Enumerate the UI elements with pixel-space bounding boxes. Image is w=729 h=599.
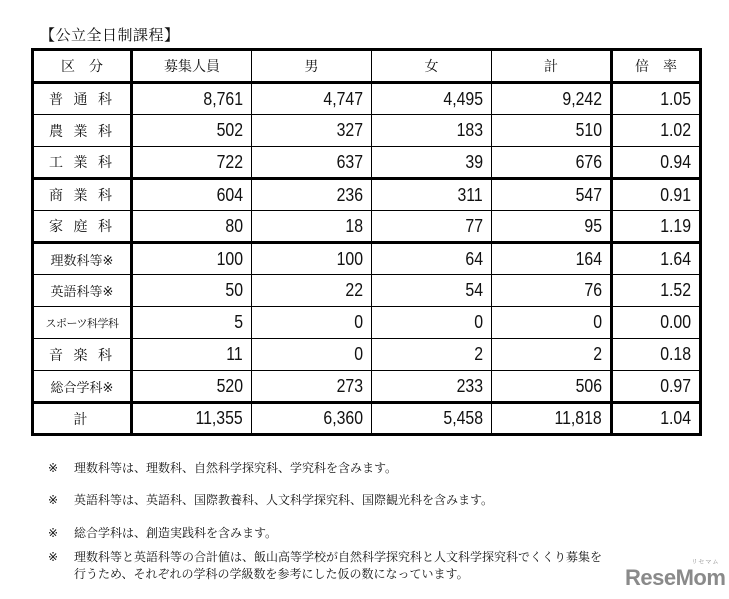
row-label: 理数科等※: [33, 243, 132, 275]
row-label: 音 楽 科: [33, 339, 132, 371]
cell-ratio: 1.52: [612, 275, 701, 307]
cell-female: 183: [372, 115, 492, 147]
table-row: [33, 339, 701, 371]
table-row: [33, 243, 701, 275]
resemom-logo: [625, 560, 726, 591]
cell-female: 233: [372, 371, 492, 403]
cell-ratio: 0.97: [612, 371, 701, 403]
logo-text: ReseMom: [625, 565, 726, 590]
cell-female: 39: [372, 147, 492, 179]
note-text: 理数科等と英語科等の合計値は、飯山高等学校が自然科学探究科と人文科学探究科でくくり募集を: [74, 550, 603, 564]
table-row: [33, 179, 701, 211]
cell-female: 5,458: [372, 403, 492, 435]
cell-ratio: 0.00: [612, 307, 701, 339]
row-label: 農 業 科: [33, 115, 132, 147]
row-label: 普 通 科: [33, 83, 132, 115]
note-mark: ※: [48, 526, 59, 540]
cell-capacity: 722: [132, 147, 252, 179]
table-row: [33, 371, 701, 403]
cell-capacity: 520: [132, 371, 252, 403]
note-text: 理数科等は、理数科、自然科学探究科、学究科を含みます。: [74, 461, 398, 475]
cell-total: 506: [492, 371, 612, 403]
row-label-total: 計: [33, 403, 132, 435]
header-ratio: 倍 率: [612, 50, 701, 83]
cell-total: 164: [492, 243, 612, 275]
header-female: 女: [372, 50, 492, 83]
cell-capacity: 11,355: [132, 403, 252, 435]
cell-male: 327: [252, 115, 372, 147]
header-capacity: 募集人員: [132, 50, 252, 83]
cell-capacity: 8,761: [132, 83, 252, 115]
cell-ratio: 1.19: [612, 211, 701, 243]
header-total: 計: [492, 50, 612, 83]
note-mark: ※: [48, 550, 59, 564]
cell-total: 9,242: [492, 83, 612, 115]
table-row: [33, 83, 701, 115]
note-continuation: 行うため、それぞれの学科の学級数を参考にした仮の数になっています。: [74, 567, 469, 581]
logo-subtext: リセマム: [691, 560, 720, 566]
cell-total: 95: [492, 211, 612, 243]
cell-capacity: 502: [132, 115, 252, 147]
cell-total: 676: [492, 147, 612, 179]
cell-male: 0: [252, 339, 372, 371]
cell-ratio: 0.18: [612, 339, 701, 371]
note-mark: ※: [48, 461, 59, 475]
cell-total: 510: [492, 115, 612, 147]
header-male: 男: [252, 50, 372, 83]
table-row: [33, 275, 701, 307]
cell-total: 76: [492, 275, 612, 307]
cell-total: 0: [492, 307, 612, 339]
cell-male: 6,360: [252, 403, 372, 435]
footnote: [48, 491, 493, 508]
cell-capacity: 604: [132, 179, 252, 211]
cell-male: 236: [252, 179, 372, 211]
cell-male: 100: [252, 243, 372, 275]
cell-female: 311: [372, 179, 492, 211]
total-row: [33, 403, 701, 435]
cell-female: 77: [372, 211, 492, 243]
section-title: 【公立全日制課程】: [40, 26, 180, 44]
cell-female: 4,495: [372, 83, 492, 115]
cell-male: 4,747: [252, 83, 372, 115]
cell-capacity: 5: [132, 307, 252, 339]
cell-male: 637: [252, 147, 372, 179]
row-label: 家 庭 科: [33, 211, 132, 243]
cell-total: 11,818: [492, 403, 612, 435]
table-row: [33, 115, 701, 147]
cell-ratio: 1.02: [612, 115, 701, 147]
note-text: 総合学科は、創造実践科を含みます。: [74, 526, 278, 540]
row-label: スポーツ科学科: [33, 307, 132, 339]
footnote: [48, 524, 277, 541]
header-row: [33, 50, 701, 83]
cell-male: 0: [252, 307, 372, 339]
cell-capacity: 80: [132, 211, 252, 243]
cell-ratio: 1.04: [612, 403, 701, 435]
footnote: [48, 459, 397, 476]
cell-ratio: 0.91: [612, 179, 701, 211]
row-label: 商 業 科: [33, 179, 132, 211]
cell-capacity: 100: [132, 243, 252, 275]
note-mark: ※: [48, 493, 59, 507]
row-label: 工 業 科: [33, 147, 132, 179]
cell-male: 18: [252, 211, 372, 243]
cell-female: 2: [372, 339, 492, 371]
cell-capacity: 11: [132, 339, 252, 371]
cell-female: 64: [372, 243, 492, 275]
cell-female: 54: [372, 275, 492, 307]
header-category: 区 分: [33, 50, 132, 83]
applicants-table: [31, 48, 702, 436]
cell-ratio: 0.94: [612, 147, 701, 179]
cell-capacity: 50: [132, 275, 252, 307]
cell-female: 0: [372, 307, 492, 339]
table-row: [33, 211, 701, 243]
footnote: [48, 548, 602, 582]
cell-total: 547: [492, 179, 612, 211]
cell-male: 22: [252, 275, 372, 307]
cell-ratio: 1.64: [612, 243, 701, 275]
row-label: 総合学科※: [33, 371, 132, 403]
cell-male: 273: [252, 371, 372, 403]
table-row: [33, 307, 701, 339]
note-text: 英語科等は、英語科、国際教養科、人文科学探究科、国際観光科を含みます。: [74, 493, 494, 507]
cell-ratio: 1.05: [612, 83, 701, 115]
cell-total: 2: [492, 339, 612, 371]
table-row: [33, 147, 701, 179]
row-label: 英語科等※: [33, 275, 132, 307]
